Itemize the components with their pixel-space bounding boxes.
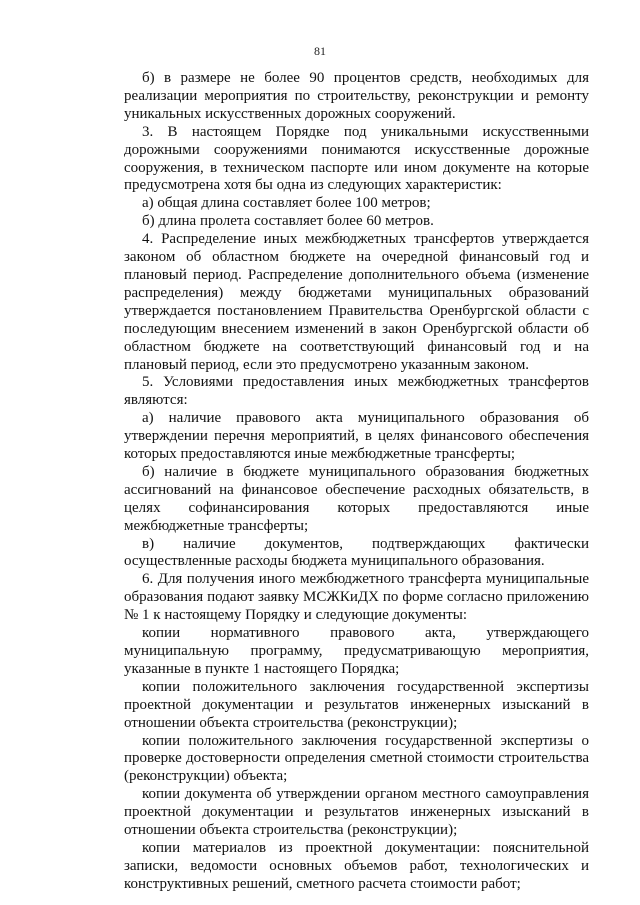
paragraph-2b-limit: б) в размере не более 90 процентов средств, необходимых для реализации мероприятия по строительству, реконструкции и ремонту уникальных искусственных дорожных сооружений. [124, 70, 589, 122]
page-number: 81 [314, 44, 326, 58]
list-item-expertise-conclusion: копии положительного заключения государственной экспертизы проектной документации и результатов инженерных изысканий в отношении объекта строительства (реконструкции); [124, 678, 589, 731]
list-item-approval-document: копии документа об утверждении органом местного самоуправления проектной документации и результатов инженерных изысканий в отношении объекта строительства (реконструкции); [124, 786, 589, 839]
list-item-project-materials: копии материалов из проектной документации: пояснительной записки, ведомости основных объемов работ, технологических и конструктивных решений, сметного расчета стоимости работ; [124, 839, 589, 892]
paragraph-5a-legal-act: а) наличие правового акта муниципального образования об утверждении перечня мероприятий, в целях финансового обеспечения которых предоставляются иные межбюджетные трансферты; [124, 410, 589, 463]
paragraph-3a-length: а) общая длина составляет более 100 метров; [142, 195, 431, 212]
document-body [124, 70, 589, 894]
paragraph-5v-documents: в) наличие документов, подтверждающих фактически осуществленные расходы бюджета муниципального образования. [124, 535, 589, 570]
list-item-cost-expertise: копии положительного заключения государственной экспертизы о проверке достоверности определения сметной стоимости строительства (реконструкции) объекта; [124, 732, 589, 785]
list-item-program-act: копии нормативного правового акта, утверждающего муниципальную программу, предусматривающую мероприятия, указанные в пункте 1 настоящего Порядка; [124, 625, 589, 677]
paragraph-5-conditions: 5. Условиями предоставления иных межбюджетных трансфертов являются: [124, 374, 589, 409]
paragraph-5b-budget: б) наличие в бюджете муниципального образования бюджетных ассигнований на финансовое обеспечение расходных обязательств, в целях софинансирования которых предоставляются иные межбюджетные трансферты; [124, 463, 589, 534]
paragraph-6-application: 6. Для получения иного межбюджетного трансферта муниципальные образования подают заявку МСЖКиДХ по форме согласно приложению № 1 к настоящему Порядку и следующие документы: [124, 571, 589, 624]
paragraph-3-definition: 3. В настоящем Порядке под уникальными искусственными дорожными сооружениями понимаются искусственные дорожные сооружения, в техническом паспорте или ином документе на которые предусмотрена хотя бы одна из следующих характеристик: [124, 123, 589, 194]
paragraph-3b-span: б) длина пролета составляет более 60 метров. [142, 213, 434, 230]
paragraph-4-distribution: 4. Распределение иных межбюджетных трансфертов утверждается законом об областном бюджете на очередной финансовый год и плановый период. Распределение дополнительного объема (изменение распределения) между бюджетами муниципальных образований утверждается постановлением Правительства Оренбургской области с последующим внесением изменений в закон Оренбургской области об областном бюджете на соответствующий финансовый год и на плановый период, если это предусмотрено указанным законом. [124, 231, 589, 373]
